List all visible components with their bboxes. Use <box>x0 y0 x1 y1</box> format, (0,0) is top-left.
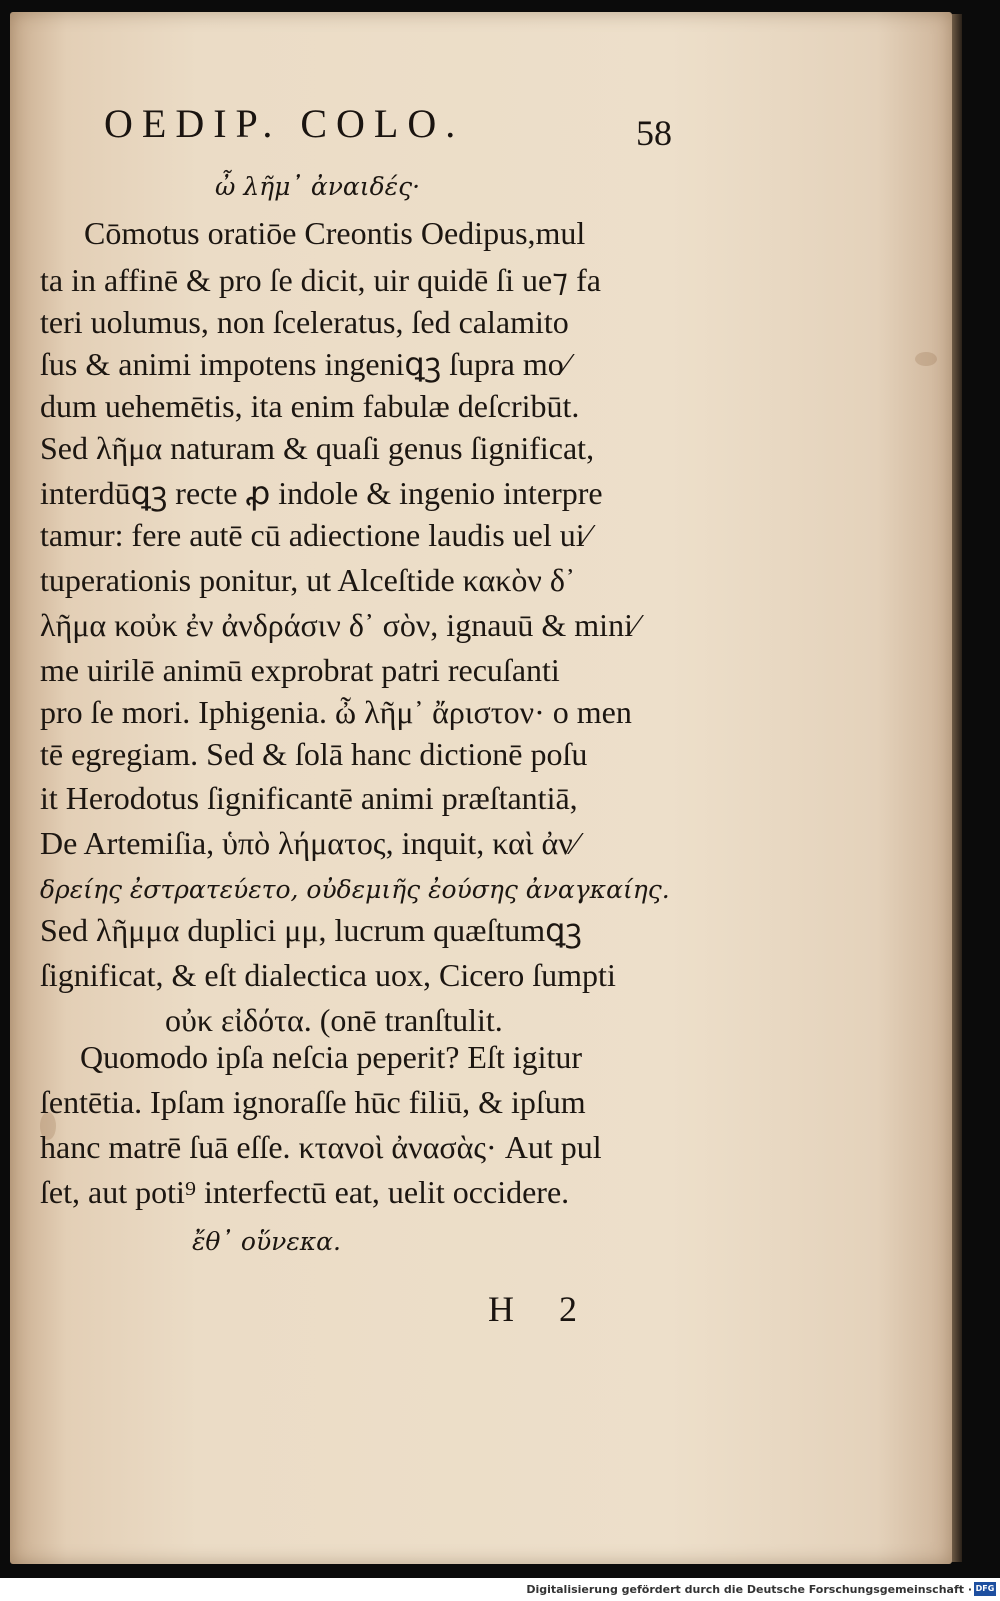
text-line: Sed λῆμμα duplici μμ, lucrum quæſtumꝗꝫ <box>40 912 582 948</box>
text-line: interdūꝗꝫ recte ꝓ indole & ingenio interpre <box>40 475 603 511</box>
text-line: tamur: fere autē cū adiectione laudis uel ui⁄ <box>40 517 590 553</box>
text-line: hanc matrē ſuā eſſe. κτανοὶ ἀνασὰς· Aut pul <box>40 1129 602 1165</box>
text-line: λῆμα κοὐκ ἐν ἀνδράσιν δ᾽ σὸν, ignauū & mini⁄ <box>40 607 639 643</box>
text-line: tē egregiam. Sed & ſolā hanc dictionē poſu <box>40 736 588 772</box>
text-line: Sed λῆμα naturam & quaſi genus ſignificat, <box>40 430 595 466</box>
text-line: dum uehemētis, ita enim fabulæ deſcribūt. <box>40 388 580 424</box>
running-head: OEDIP. COLO. <box>104 101 465 146</box>
page-edge <box>952 14 962 1562</box>
page-stain <box>915 352 937 366</box>
text-line: Quomodo ipſa neſcia peperit? Eſt igitur <box>80 1039 583 1075</box>
text-line: pro ſe mori. Iphigenia. ὦ λῆμ᾽ ἄριστον· o men <box>40 694 632 730</box>
text-line: De Artemiſia, ὑπὸ λήματος, inquit, καὶ ἀν⁄ <box>40 825 579 861</box>
text-line: ſignificat, & eſt dialectica uox, Cicero ſumpti <box>40 957 616 993</box>
text-line: ſentētia. Ipſam ignoraſſe hūc filiū, & ipſum <box>40 1084 586 1120</box>
text-line: tuperationis ponitur, ut Alceſtide κακὸν δ᾽ <box>40 562 576 598</box>
text-line: ſet, aut poti⁹ interfectū eat, uelit occidere. <box>40 1174 570 1210</box>
text-line: οὐκ εἰδότα. (onē tranſtulit. <box>165 1002 503 1038</box>
text-line: ta in affinē & pro ſe dicit, uir quidē ſi ue⁊ fa <box>40 262 601 298</box>
text-line: Cōmotus oratiōe Creontis Oedipus,mul <box>84 215 586 251</box>
text-line: it Herodotus ſignificantē animi præſtantiā, <box>40 780 578 816</box>
text-line: δρείης ἐστρατεύετο, οὐδεμιῆς ἐούσης ἀναγκαίης. <box>40 875 670 904</box>
funding-credit: Digitalisierung gefördert durch die Deutsche Forschungsgemeinschaft · <box>526 1583 972 1596</box>
text-line: ὦ λῆμ᾽ ἀναιδές· <box>215 172 421 201</box>
signature-mark: H 2 <box>488 1289 595 1329</box>
text-line: ſus & animi impotens ingeniꝗꝫ ſupra mo⁄ <box>40 346 570 382</box>
text-line: me uirilē animū exprobrat patri recuſanti <box>40 652 560 688</box>
text-line: teri uolumus, non ſceleratus, ſed calamito <box>40 304 569 340</box>
text-line: ἔθ᾽ οὕνεκα. <box>192 1227 341 1256</box>
dfg-logo-icon: DFG <box>974 1582 996 1596</box>
page-number: 58 <box>636 113 672 153</box>
